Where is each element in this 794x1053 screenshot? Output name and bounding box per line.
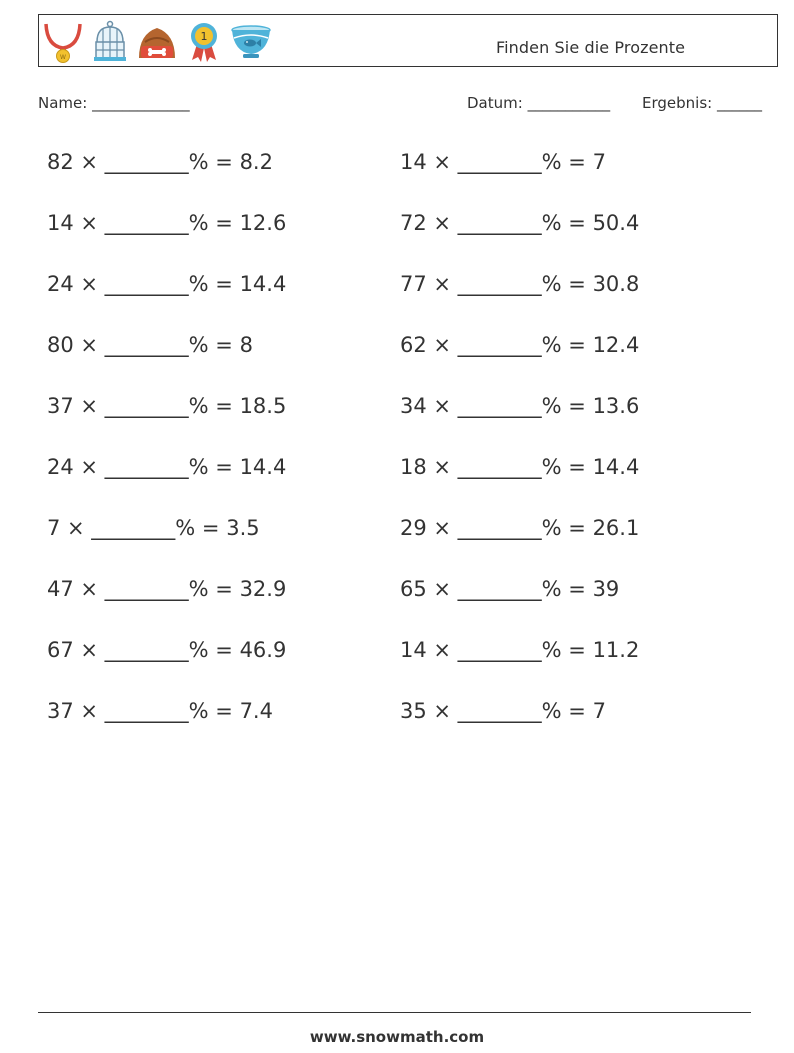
- problem-left-10: 37 × ________% = 7.4: [47, 699, 273, 723]
- fish-bowl-icon: [229, 18, 273, 64]
- footer-url: www.snowmath.com: [309, 1028, 485, 1046]
- name-field-label: Name: _____________: [38, 94, 190, 112]
- problem-right-2: 72 × ________% = 50.4: [400, 211, 640, 235]
- date-field-label: Datum: ___________: [467, 94, 611, 112]
- problem-left-1: 82 × ________% = 8.2: [47, 150, 273, 174]
- problem-right-9: 14 × ________% = 11.2: [400, 638, 640, 662]
- medal-necklace-icon: [41, 18, 85, 64]
- footer-divider: [38, 1012, 751, 1013]
- problem-right-1: 14 × ________% = 7: [400, 150, 606, 174]
- birdcage-icon: [88, 18, 132, 64]
- worksheet-title: Finden Sie die Prozente: [496, 38, 686, 57]
- problem-right-7: 29 × ________% = 26.1: [400, 516, 640, 540]
- header-icons: [41, 18, 273, 64]
- svg-text:W: W: [60, 54, 66, 61]
- problem-right-4: 62 × ________% = 12.4: [400, 333, 640, 357]
- pet-bed-icon: [135, 18, 179, 64]
- problem-right-8: 65 × ________% = 39: [400, 577, 620, 601]
- problem-right-6: 18 × ________% = 14.4: [400, 455, 640, 479]
- problem-right-5: 34 × ________% = 13.6: [400, 394, 640, 418]
- problem-right-3: 77 × ________% = 30.8: [400, 272, 640, 296]
- problem-left-3: 24 × ________% = 14.4: [47, 272, 287, 296]
- problem-left-6: 24 × ________% = 14.4: [47, 455, 287, 479]
- problem-left-9: 67 × ________% = 46.9: [47, 638, 287, 662]
- result-field-label: Ergebnis: ______: [642, 94, 762, 112]
- problem-left-7: 7 × ________% = 3.5: [47, 516, 260, 540]
- svg-text:1: 1: [200, 30, 208, 43]
- problem-left-4: 80 × ________% = 8: [47, 333, 253, 357]
- problem-left-2: 14 × ________% = 12.6: [47, 211, 287, 235]
- problem-right-10: 35 × ________% = 7: [400, 699, 606, 723]
- award-ribbon-icon: [182, 18, 226, 64]
- problem-left-8: 47 × ________% = 32.9: [47, 577, 287, 601]
- problem-left-5: 37 × ________% = 18.5: [47, 394, 287, 418]
- worksheet-header: [38, 14, 778, 67]
